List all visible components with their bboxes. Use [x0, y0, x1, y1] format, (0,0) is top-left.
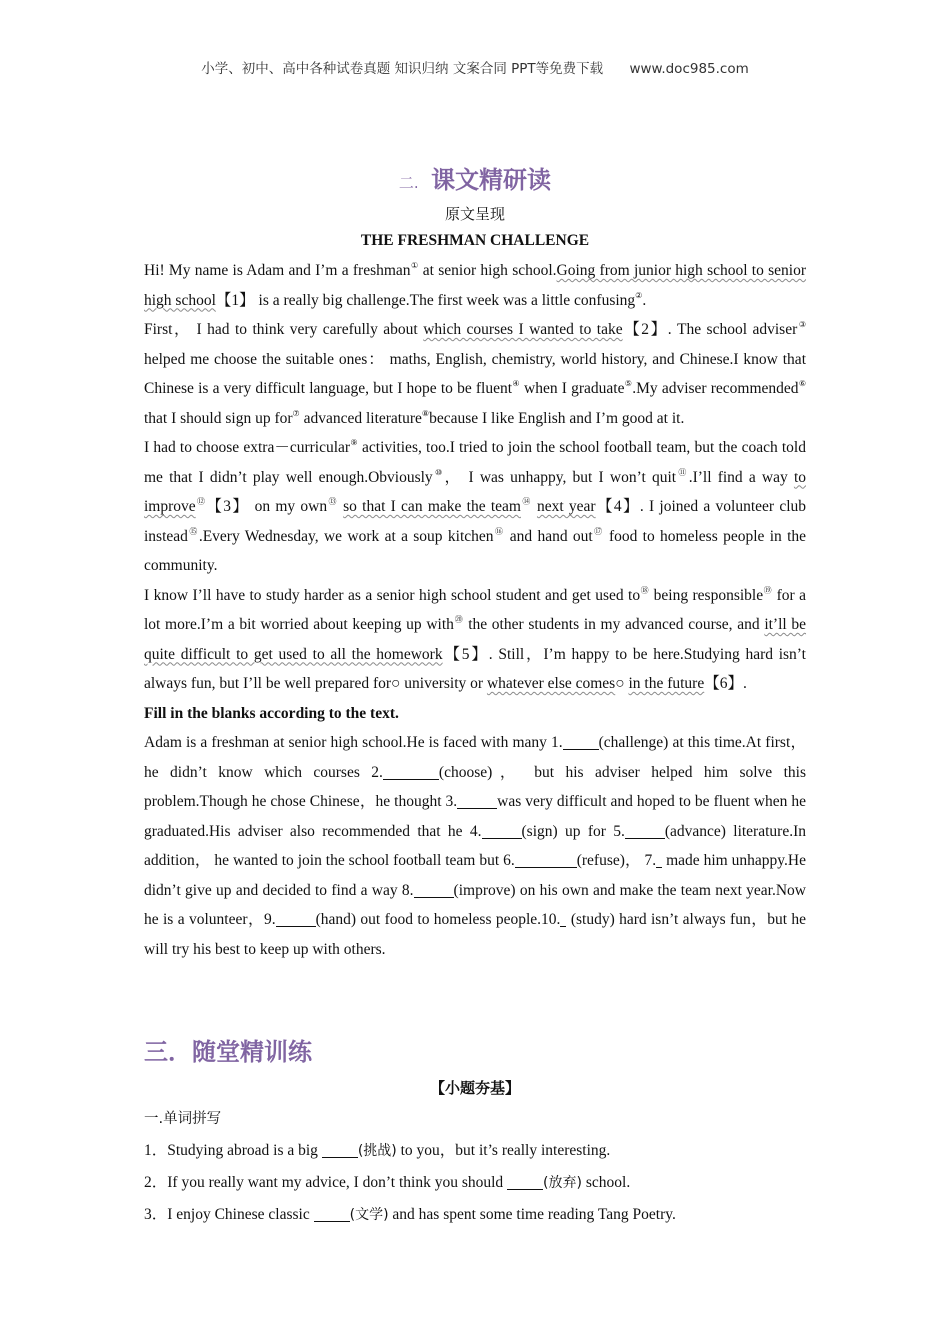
- question-text: and has spent some time reading Tang Poetry.: [388, 1206, 676, 1223]
- page-header: [0, 57, 950, 77]
- p4-text: for a lot more.I’m a bit worried about keeping up with: [144, 586, 807, 633]
- paragraph-4: [144, 581, 806, 699]
- p4-text: being responsible: [649, 586, 764, 604]
- wavy-phrase: in the future: [628, 675, 705, 692]
- wavy-phrase: so that I can make the team: [343, 498, 521, 515]
- question-text: 2．If you really want my advice, I don’t think you should: [144, 1174, 508, 1191]
- blank-8[interactable]: [414, 882, 454, 898]
- p4-text: university or: [400, 675, 487, 692]
- fill-text: made him unhappy.He didn’t give up and decided to find a way 8.: [144, 852, 806, 899]
- fill-paragraph: [144, 728, 806, 964]
- fill-text: (advance) literature.In addition， he wanted to join the school football team but 6.: [144, 822, 806, 869]
- wavy-phrase: which courses I wanted to take: [423, 321, 623, 338]
- note-marker: ④: [512, 379, 520, 388]
- p2-text: First， I had to think very carefully about: [144, 321, 424, 338]
- blank-5[interactable]: [625, 823, 665, 839]
- question-1: [144, 1135, 844, 1167]
- header-url[interactable]: www.doc985.com: [629, 61, 749, 77]
- note-marker: ⑲: [763, 585, 773, 595]
- section-badge: 【小题夯基】: [429, 1079, 520, 1097]
- wavy-phrase: Going from junior high school to senior high school: [144, 262, 807, 309]
- note-marker: ①: [410, 261, 419, 270]
- fill-text: (study) hard isn’t always fun，but he will try his best to keep up with others.: [144, 911, 807, 958]
- p1-text-d: .: [642, 291, 647, 309]
- p2-text: advanced literature: [299, 409, 422, 427]
- question-text: 3．I enjoy Chinese classic: [144, 1206, 314, 1223]
- p3-text: activities, too.I tried to join the school football team, but the coach told me that I didn’t play well enough.Obviously: [144, 439, 806, 486]
- question-text: school.: [581, 1174, 631, 1191]
- p1-text-a: Hi! My name is Adam and I’m a freshman: [144, 262, 411, 279]
- chinese-hint: (文学): [349, 1207, 389, 1223]
- passage-title: THE FRESHMAN CHALLENGE: [360, 232, 590, 249]
- bracket-marker: 【4】: [595, 498, 640, 515]
- bracket-marker: 【5】: [442, 645, 489, 663]
- paragraph-1: [144, 256, 806, 315]
- fill-text: (challenge) at this time.At first， he didn’t know which courses 2.: [144, 734, 806, 781]
- bracket-marker: 【6】: [704, 675, 743, 692]
- note-marker: ⑥: [798, 379, 807, 388]
- p2-text: because I like English and I’m good at it.: [429, 409, 685, 427]
- wavy-phrase: whatever else comes: [486, 675, 616, 692]
- section-3-heading: 三．随堂精训练: [144, 1038, 312, 1066]
- fill-text: (hand) out food to homeless people.10.: [315, 911, 561, 928]
- p4-text: . Still，I’m happy to be here.Studying hard isn’t always fun, but I’ll be well prepared for: [144, 645, 806, 692]
- p3-text: .I’ll find a way: [688, 468, 794, 486]
- bracket-marker: 【2】: [622, 321, 668, 338]
- fill-heading: Fill in the blanks according to the text.: [144, 704, 399, 722]
- fill-text: (sign) up for 5.: [521, 822, 625, 840]
- passage-body: [144, 256, 806, 964]
- p3-text: .Every Wednesday, we work at a soup kitchen: [198, 527, 494, 545]
- section-2-number: 二.: [398, 174, 419, 192]
- note-marker: ⑬: [327, 497, 338, 506]
- fill-text: (choose)， but his adviser helped him solve this problem.Though he chose Chinese，he thought 3.: [144, 763, 806, 810]
- fill-text: Adam is a freshman at senior high school.He is faced with many 1.: [144, 734, 563, 751]
- note-marker: ⑫: [195, 497, 207, 506]
- blank-7[interactable]: [656, 852, 662, 868]
- answer-blank[interactable]: [322, 1142, 358, 1158]
- note-marker: ⑨: [350, 438, 358, 447]
- chinese-hint: (放弃): [543, 1175, 582, 1191]
- p3-text: and hand out: [504, 527, 593, 545]
- note-marker: ○: [391, 675, 401, 692]
- blank-2[interactable]: [383, 764, 439, 780]
- note-marker: ⑱: [640, 585, 650, 595]
- note-marker: ○: [615, 675, 625, 692]
- p3-text: on my own: [249, 498, 328, 515]
- wavy-phrase: to improve: [144, 468, 806, 515]
- note-marker: ②: [635, 290, 643, 300]
- section-2-heading: [0, 160, 950, 195]
- note-marker: ⑩: [432, 467, 445, 477]
- fill-text: (improve) on his own and make the team next year.Now he is a volunteer，9.: [144, 881, 807, 928]
- p2-text: helped me choose the suitable ones： maths, English, chemistry, world history, and Chinese.I know that Chinese is a very difficult language, but I hope to be fluent: [144, 350, 806, 397]
- paragraph-2: [144, 315, 806, 433]
- question-2: [144, 1167, 844, 1199]
- exercises: [144, 1104, 844, 1231]
- p1-text-c: is a really big challenge.The first week was a little confusing: [254, 291, 636, 309]
- note-marker: ⑰: [592, 526, 604, 536]
- p2-text: when I graduate: [519, 380, 625, 397]
- note-marker: ⑮: [187, 526, 199, 536]
- note-marker: ⑧: [421, 408, 430, 418]
- p2-text: .My adviser recommended: [632, 380, 799, 397]
- blank-3[interactable]: [457, 793, 497, 809]
- p4-text: I know I’ll have to study harder as a senior high school student and get used to: [144, 586, 641, 604]
- bracket-marker: 【1】: [215, 291, 255, 309]
- header-text: 小学、初中、高中各种试卷真题 知识归纳 文案合同 PPT等免费下载: [201, 61, 604, 77]
- blank-10[interactable]: [560, 911, 566, 927]
- blank-4[interactable]: [482, 823, 522, 839]
- wavy-phrase: it’ll be quite difficult to get used to all the homework: [144, 616, 807, 663]
- subtitle: 原文呈现: [444, 205, 505, 223]
- p3-text: ， I was unhappy, but I won’t quit: [444, 468, 677, 486]
- bracket-marker: 【3】: [206, 498, 250, 515]
- p4-text: .: [742, 675, 747, 692]
- p4-text: the other students in my advanced course, and: [463, 616, 765, 633]
- blank-1[interactable]: [563, 734, 599, 750]
- p1-text-b: at senior high school.: [418, 262, 557, 279]
- note-marker: ⑤: [624, 379, 633, 388]
- exercise-category: 一.单词拼写: [144, 1111, 222, 1127]
- note-marker: ⑦: [292, 408, 300, 418]
- fill-text: was very difficult and hoped to be fluent when he graduated.His adviser also recommended that he 4.: [144, 793, 806, 840]
- p3-text: I had to choose extra－curricular: [144, 439, 351, 456]
- p3-text: . I joined a volunteer club instead: [144, 498, 807, 545]
- fill-text: (refuse)， 7.: [576, 852, 657, 869]
- p3-text: food to homeless people in the community.: [144, 527, 807, 574]
- answer-blank[interactable]: [507, 1174, 543, 1190]
- section-2-title: 课文精研读: [431, 166, 552, 194]
- chinese-hint: (挑战): [357, 1143, 397, 1159]
- note-marker: ③: [797, 320, 806, 329]
- note-marker: ⑪: [676, 467, 689, 477]
- wavy-phrase: next year: [536, 498, 596, 515]
- question-text: 1．Studying abroad is a big: [144, 1142, 322, 1159]
- note-marker: ⑭: [520, 497, 532, 506]
- p2-text: . The school adviser: [667, 321, 798, 338]
- paragraph-3: [144, 433, 806, 581]
- blank-6[interactable]: [515, 852, 577, 868]
- note-marker: ⑳: [453, 615, 464, 624]
- blank-9[interactable]: [276, 911, 316, 927]
- p2-text: that I should sign up for: [144, 409, 293, 427]
- note-marker: ⑯: [493, 526, 505, 536]
- answer-blank[interactable]: [314, 1206, 350, 1222]
- question-3: [144, 1199, 844, 1231]
- question-text: to you，but it’s really interesting.: [396, 1142, 611, 1159]
